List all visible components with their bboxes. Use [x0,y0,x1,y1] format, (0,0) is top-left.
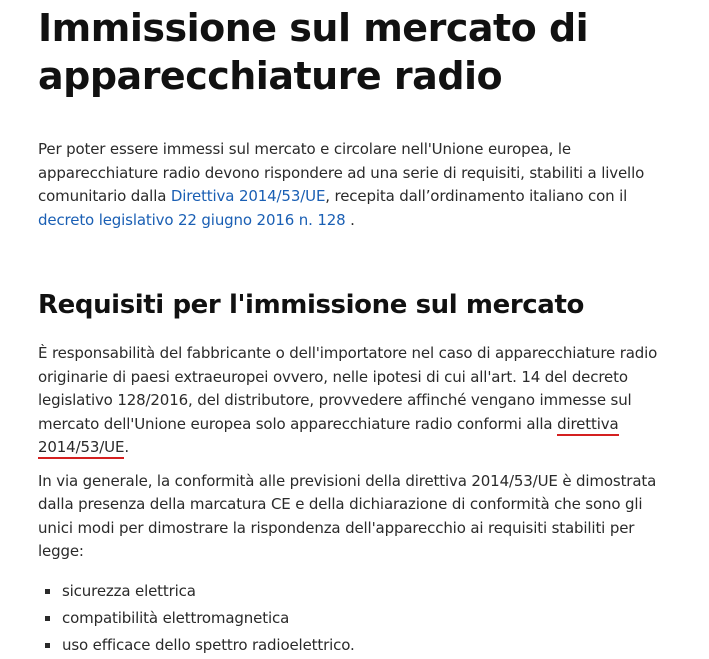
bullet-icon [45,643,50,648]
list-item [38,578,678,605]
decreto-legislativo-link[interactable]: decreto legislativo 22 giugno 2016 n. 128 [38,210,346,229]
responsibility-paragraph [38,342,678,460]
requirements-list [38,578,678,659]
intro-text-2: , recepita dall’ordinamento italiano con il [325,187,628,205]
list-item-label: uso efficace dello spettro radioelettrico. [62,635,355,654]
list-item-label: sicurezza elettrica [62,581,196,600]
bullet-icon [45,589,50,594]
list-item [38,632,678,659]
para1-end: . [124,438,129,456]
intro-text-1: Per poter essere immessi sul mercato e circolare nell'Unione europea, le apparecchiature radio devono rispondere ad una serie di requisiti, stabiliti a livello comunitario dalla [38,140,645,205]
direttiva-inline-link[interactable]: direttiva 2014/53/UE [38,415,619,460]
direttiva-link[interactable]: Direttiva 2014/53/UE [170,187,326,205]
intro-text-3: . [345,210,355,229]
bullet-icon [45,616,50,621]
intro-paragraph [38,138,678,232]
page-title: Immissione sul mercato di apparecchiature radio [38,6,589,98]
conformity-paragraph: In via generale, la conformità alle previsioni della direttiva 2014/53/UE è dimostrata dalla presenza della marcatura CE e della dichiarazione di conformità che sono gli unici modi per dimostrare la rispondenza dell'apparecchio ai requisiti stabiliti per legge: [38,471,657,560]
list-item [38,605,678,632]
section-heading: Requisiti per l'immissione sul mercato [38,290,584,320]
para1-text: È responsabilità del fabbricante o dell'importatore nel caso di apparecchiature radio originarie di paesi extraeuropei ovvero, nelle ipotesi di cui all'art. 14 del decreto legislativo 128/2016, del distributore, provvedere affinché vengano immesse sul mercato dell'Unione europea solo apparecchiature radio conformi alla [38,344,658,433]
article [38,0,678,659]
list-item-label: compatibilità elettromagnetica [62,608,290,627]
